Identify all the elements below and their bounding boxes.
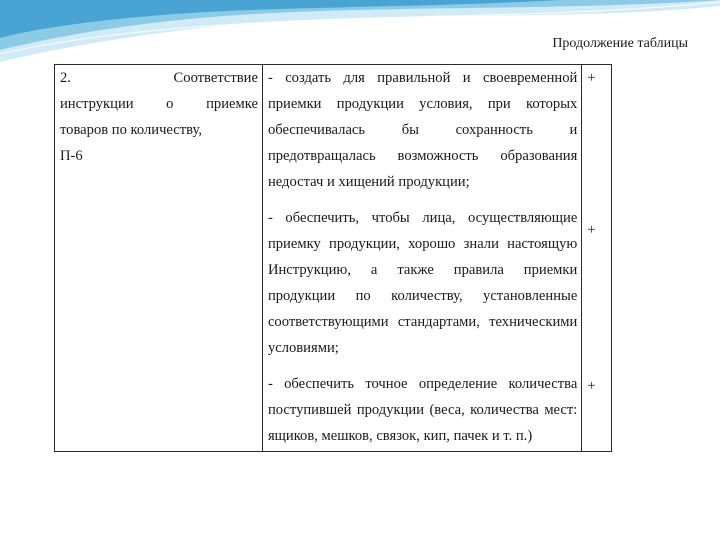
item-heading xyxy=(60,65,258,91)
requirement-paragraph-1: - создать для правильной и своевременной приемки продукции условия, при которых обеспечивалась бы сохранность и предотвращалась возможность образования недостач и хищений продукции; xyxy=(267,70,578,190)
header-wave-decoration xyxy=(0,0,720,70)
item-title-line-1: инструкции о приемке xyxy=(60,96,258,112)
item-title-word: Соответствие xyxy=(173,70,258,86)
item-number: 2. xyxy=(60,70,71,86)
item-cell xyxy=(55,65,263,452)
item-title-line-3: П-6 xyxy=(60,148,83,164)
requirement-mark-cell-2 xyxy=(582,197,612,363)
requirement-mark-3: + xyxy=(587,378,596,394)
item-title-line xyxy=(60,91,258,117)
table-row xyxy=(55,65,612,198)
requirement-text-2 xyxy=(262,197,581,363)
requirement-text-1 xyxy=(262,65,581,198)
requirement-paragraph-3: - обеспечить точное определение количества поступившей продукции (веса, количества мест: ящиков, мешков, связок, кип, пачек и т. п.) xyxy=(267,376,578,444)
item-title-line-2: товаров по количеству, xyxy=(60,122,203,138)
table-continuation-caption: Продолжение таблицы xyxy=(552,36,688,51)
requirement-mark-cell-3 xyxy=(582,363,612,452)
requirement-mark-cell-1 xyxy=(582,65,612,198)
requirement-mark-2: + xyxy=(587,222,596,238)
requirements-table xyxy=(54,64,612,452)
requirement-paragraph-2: - обеспечить, чтобы лица, осуществляющие приемку продукции, хорошо знали настоящую Инструкцию, а также правила приемки продукции по количеству, установленные соответствующими стандартами, техническими условиями; xyxy=(267,210,578,356)
requirement-text-3 xyxy=(262,363,581,452)
requirement-mark-1: + xyxy=(587,70,596,86)
